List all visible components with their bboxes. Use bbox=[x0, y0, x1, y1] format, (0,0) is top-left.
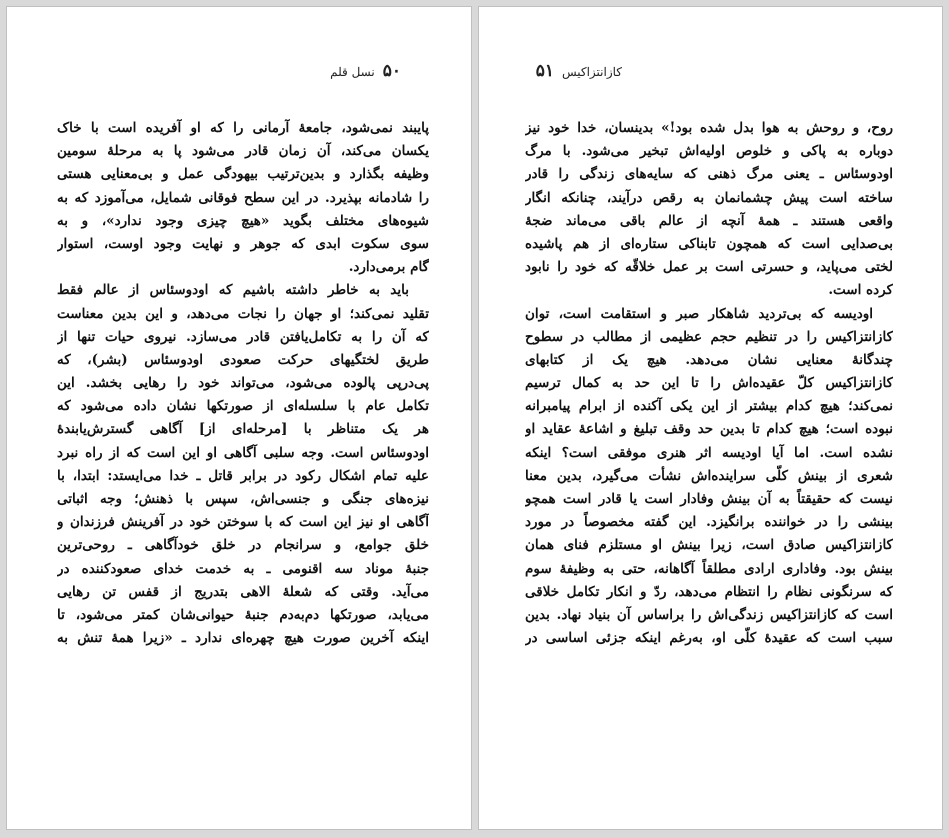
text-line: که آن را به تکامل‌یافتن قادر می‌سازد. نیروی حیات تنها از bbox=[57, 328, 429, 345]
running-title: نسل قلم bbox=[330, 65, 375, 79]
text-line: است که کازانتزاکیس زندگی‌اش را براساس آن بنیاد نهاد. بدین bbox=[525, 606, 893, 623]
text-line: بینشی را در خواننده برانگیزد. این گفته مخصوصاً در مورد bbox=[525, 514, 893, 531]
text-line: بی‌صدایی است که همچون تابناکی ستاره‌ای از هم پاشیده bbox=[525, 235, 893, 252]
right-page bbox=[478, 6, 943, 830]
text-line: دوباره به پاکی و خلوص اولیه‌اش تبخیر می‌شود. با مرگ bbox=[525, 143, 893, 160]
text-line: اودیسه که بی‌تردید شاهکار صبر و استقامت است، توان bbox=[525, 305, 873, 322]
text-line: را شادمانه بپذیرد. در این سطح فوقانی شمایل، می‌آموزد که به bbox=[57, 189, 429, 206]
text-line: چندگانهٔ معنایی نشان می‌دهد. هیچ یک از کتابهای bbox=[525, 351, 893, 368]
page-number: ۵۱ bbox=[535, 61, 554, 81]
text-line: پایبند نمی‌شود، جامعهٔ آرمانی را که او آفریده است با خاک bbox=[57, 120, 429, 136]
text-line: کازانتزاکیس کلّ عقیده‌اش را تا این حد به کمال ترسیم bbox=[525, 375, 893, 392]
text-line: نبوده است؛ هیچ کدام تا بدین حد وقف تبلیغ و اشاعهٔ عقاید او bbox=[525, 421, 893, 438]
text-line: که سرنگونی نظام را انتظام می‌دهد، ردّ و انکار تکامل خلاقی bbox=[525, 583, 893, 600]
text-line: تکامل عام با سلسله‌ای از صورتکها نشان داده می‌شود که bbox=[57, 398, 429, 415]
left-page-text bbox=[57, 117, 429, 650]
text-line: اودوسئاس ـ یعنی مرگ ذهنی که سایه‌های زندگی را قادر bbox=[525, 166, 893, 183]
left-page bbox=[6, 6, 472, 830]
text-line: شیوه‌های مختلف بگوید «هیچ چیزی وجود ندارد»، و به bbox=[57, 212, 429, 229]
text-line: خلق جوامع، و سرانجام در خلق خودآگاهی ـ روحی‌ترین bbox=[57, 537, 429, 554]
text-line: سبب است که عقیدهٔ کلّی او، به‌رغم اینکه جزئی اساسی در bbox=[525, 630, 893, 647]
text-line: ساخته است پیش چشمانمان به رقص درآیند، چنانکه انگار bbox=[525, 189, 893, 206]
text-line: نشده است. اما آیا اودیسه اثر هنری موفقی است؟ اینکه bbox=[525, 444, 893, 461]
text-line: روح، و روحش به هوا بدل شده بود!» بدینسان، خدا خود نیز bbox=[525, 120, 893, 136]
text-line: کازانتزاکیس را در تنظیم حجم عظیمی از مطالب در سطوح bbox=[525, 328, 893, 345]
text-line: گام برمی‌دارد. bbox=[348, 259, 429, 276]
text-line: پی‌درپی پالوده می‌شود، می‌تواند خود را رهایی بخشد. این bbox=[57, 375, 429, 392]
text-line: تقلید نمی‌کند؛ او جهان را نجات می‌دهد، و این بدین معناست bbox=[57, 305, 429, 322]
text-line: نمی‌کند؛ هیچ کدام بیشتر از این یکی آکنده از ابرام پیامبرانه bbox=[525, 398, 893, 415]
text-line: یکسان می‌کند، آن زمان قادر می‌شود پا به مرحلهٔ سومین bbox=[57, 143, 429, 160]
text-line: سوی سکوت ابدی که جوهر و نهایت وجود اوست، استوار bbox=[57, 235, 429, 252]
text-line: طریق لختگیهای حرکت صعودی اودوسئاس (بشر)، که bbox=[57, 351, 429, 368]
text-line: کازانتزاکیس صادق است، زیرا بینش او مستلزم فنای همان bbox=[525, 537, 893, 554]
text-line: وظیفه بگذارد و بدین‌ترتیب بیهودگی عمل و بی‌معنایی هستی bbox=[57, 166, 429, 183]
running-title: کازانتزاکیس bbox=[561, 65, 622, 79]
text-line: اینکه آخرین صورت هیچ چهره‌ای ندارد ـ «زیرا همهٔ تنش به bbox=[57, 630, 429, 647]
text-line: هر یک متناظر با [مرحله‌ای از] آگاهی گسترش‌یابندهٔ bbox=[57, 421, 429, 438]
page-number: ۵۰ bbox=[382, 61, 401, 81]
text-line: نیزه‌های جنگی و جنسی‌اش، سپس با ذهنش؛ وجه اثباتی bbox=[57, 491, 429, 507]
left-page-header bbox=[330, 61, 401, 81]
text-line: بینش بود. وفاداری ارادی مطلقاً آگاهانه، حتی به وظیفهٔ سوم bbox=[525, 560, 893, 577]
text-line: جنبهٔ موناد سه اقنومی ـ به خدمت خدای صعودکننده در bbox=[57, 560, 429, 577]
text-line: باید به خاطر داشته باشیم که اودوسئاس از عالم فقط bbox=[57, 282, 409, 299]
text-line: نیست که حقیقتاً به آن بینش وفادار است یا قادر است همچو bbox=[525, 491, 893, 507]
text-line: لختی می‌پاید، و حسرتی است بر عمل خلاقّه که خود را نابود bbox=[525, 259, 893, 276]
text-line: اودوسئاس است. وجه سلبی آگاهی او این است که از راه نبرد bbox=[57, 444, 429, 461]
text-line: می‌یابد، صورتکها دم‌به‌دم جنبهٔ حیوانی‌شان کمتر می‌شود، تا bbox=[57, 606, 429, 623]
right-page-text bbox=[525, 117, 893, 650]
text-line: علیه تمام اشکال رکود در برابر قاتل ـ خدا می‌ایستد: ابتدا، با bbox=[57, 467, 429, 484]
text-line: آگاهی او نیز این است که با سوختن خود در آفرینش فرزندان و bbox=[57, 514, 429, 531]
text-line: کرده است. bbox=[828, 282, 893, 299]
text-line: شعری از بینش کلّی سراینده‌اش نشأت می‌گیرد، بدین معنا bbox=[525, 467, 893, 484]
text-line: واقعی هستند ـ همهٔ آنچه از عالم باقی می‌ماند ضجهٔ bbox=[525, 212, 893, 229]
right-page-header bbox=[536, 61, 622, 81]
text-line: می‌آید. وقتی که شعلهٔ الاهی بتدریج از قفس تن رهایی bbox=[57, 583, 429, 600]
